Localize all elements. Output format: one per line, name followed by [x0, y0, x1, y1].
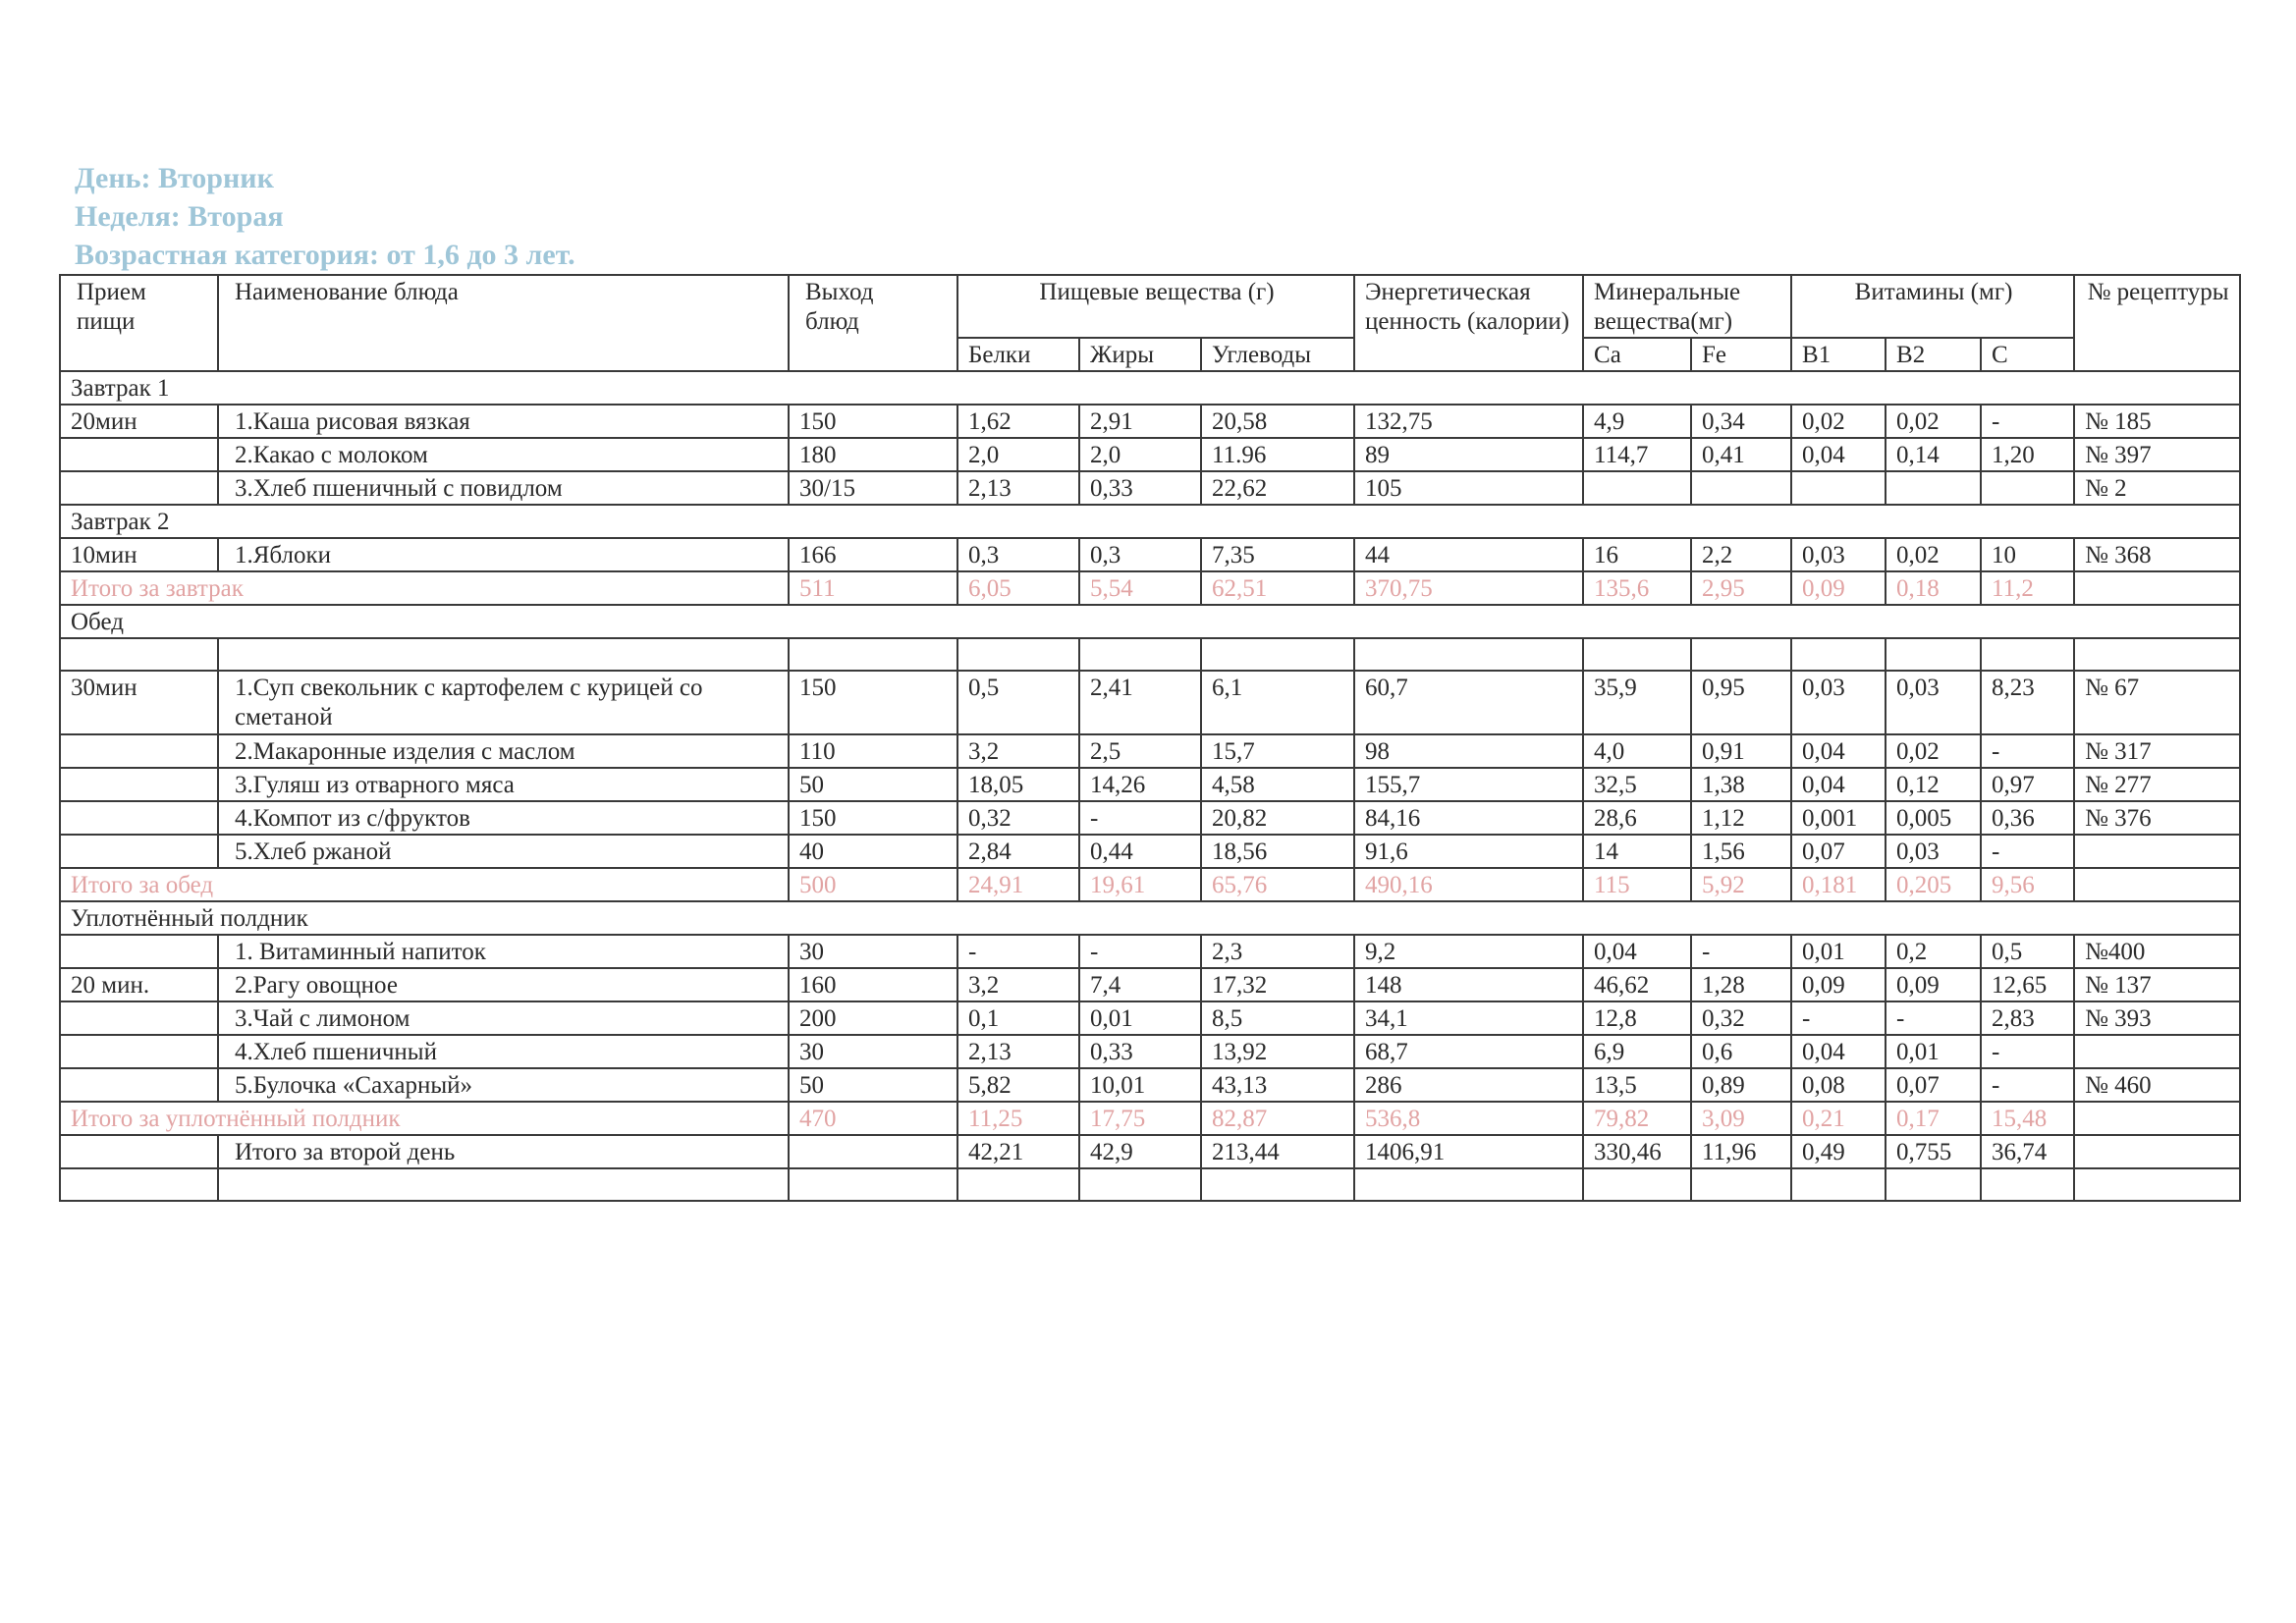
col-fe: Fe: [1691, 338, 1791, 371]
proteins-cell: 0,1: [957, 1001, 1079, 1035]
col-energy: Энергетическая ценность (калории): [1354, 275, 1583, 371]
dish-name: 4.Компот из с/фруктов: [218, 801, 789, 835]
section-row: [60, 505, 2240, 538]
proteins-cell: 0,3: [957, 538, 1079, 571]
yield-cell: 110: [789, 734, 957, 768]
total-row: [60, 571, 2240, 605]
table-header-row: [60, 275, 2240, 338]
recipe-cell: № 67: [2074, 671, 2240, 734]
fats-cell: 5,54: [1079, 571, 1201, 605]
c-cell: -: [1981, 734, 2074, 768]
c-cell: -: [1981, 1068, 2074, 1102]
col-dish: Наименование блюда: [218, 275, 789, 371]
energy-cell: 9,2: [1354, 935, 1583, 968]
table-row: [60, 671, 2240, 734]
recipe-cell: № 368: [2074, 538, 2240, 571]
fats-cell: 2,41: [1079, 671, 1201, 734]
table-row: [60, 1001, 2240, 1035]
carbs-cell: 213,44: [1201, 1135, 1354, 1168]
fats-cell: 0,01: [1079, 1001, 1201, 1035]
yield-cell: 30/15: [789, 471, 957, 505]
recipe-cell: [2074, 835, 2240, 868]
dish-name: 1.Яблоки: [218, 538, 789, 571]
yield-cell: 50: [789, 1068, 957, 1102]
dish-name: 3.Хлеб пшеничный с повидлом: [218, 471, 789, 505]
dish-name: 4.Хлеб пшеничный: [218, 1035, 789, 1068]
ca-cell: 4,9: [1583, 405, 1691, 438]
col-b2: B2: [1886, 338, 1981, 371]
energy-cell: 490,16: [1354, 868, 1583, 901]
yield-cell: 50: [789, 768, 957, 801]
b1-cell: 0,09: [1791, 571, 1886, 605]
c-cell: 0,36: [1981, 801, 2074, 835]
carbs-cell: 22,62: [1201, 471, 1354, 505]
b1-cell: 0,04: [1791, 734, 1886, 768]
yield-cell: 150: [789, 405, 957, 438]
c-cell: 2,83: [1981, 1001, 2074, 1035]
meal-time: [60, 1068, 218, 1102]
energy-cell: 105: [1354, 471, 1583, 505]
col-fats: Жиры: [1079, 338, 1201, 371]
age-category-label: Возрастная категория: от 1,6 до 3 лет.: [75, 239, 575, 271]
fats-cell: 17,75: [1079, 1102, 1201, 1135]
c-cell: 12,65: [1981, 968, 2074, 1001]
c-cell: 15,48: [1981, 1102, 2074, 1135]
b2-cell: 0,14: [1886, 438, 1981, 471]
section-row: [60, 901, 2240, 935]
recipe-cell: № 393: [2074, 1001, 2240, 1035]
energy-cell: 98: [1354, 734, 1583, 768]
total-label: Итого за обед: [60, 868, 789, 901]
proteins-cell: 2,84: [957, 835, 1079, 868]
carbs-cell: 2,3: [1201, 935, 1354, 968]
c-cell: 9,56: [1981, 868, 2074, 901]
recipe-cell: №400: [2074, 935, 2240, 968]
fats-cell: 2,0: [1079, 438, 1201, 471]
b1-cell: 0,181: [1791, 868, 1886, 901]
fe-cell: 0,91: [1691, 734, 1791, 768]
week-label: Неделя: Вторая: [75, 200, 284, 233]
col-vitamins: Витамины (мг): [1791, 275, 2074, 338]
meal-time: [60, 734, 218, 768]
carbs-cell: 65,76: [1201, 868, 1354, 901]
table-row: [60, 935, 2240, 968]
b1-cell: -: [1791, 1001, 1886, 1035]
proteins-cell: 2,13: [957, 1035, 1079, 1068]
b2-cell: 0,01: [1886, 1035, 1981, 1068]
proteins-cell: 11,25: [957, 1102, 1079, 1135]
table-row: [60, 1068, 2240, 1102]
total-label: Итого за уплотнённый полдник: [60, 1102, 789, 1135]
b2-cell: 0,205: [1886, 868, 1981, 901]
fe-cell: 0,34: [1691, 405, 1791, 438]
fats-cell: 0,44: [1079, 835, 1201, 868]
ca-cell: 114,7: [1583, 438, 1691, 471]
dish-name: 3.Чай с лимоном: [218, 1001, 789, 1035]
dish-name: 3.Гуляш из отварного мяса: [218, 768, 789, 801]
carbs-cell: 20,58: [1201, 405, 1354, 438]
yield-cell: 150: [789, 801, 957, 835]
fe-cell: 1,56: [1691, 835, 1791, 868]
total-label: Итого за завтрак: [60, 571, 789, 605]
yield-cell: 166: [789, 538, 957, 571]
c-cell: 10: [1981, 538, 2074, 571]
energy-cell: 370,75: [1354, 571, 1583, 605]
recipe-cell: № 317: [2074, 734, 2240, 768]
energy-cell: 68,7: [1354, 1035, 1583, 1068]
energy-cell: 132,75: [1354, 405, 1583, 438]
fats-cell: -: [1079, 801, 1201, 835]
empty-row: [60, 638, 2240, 671]
carbs-cell: 13,92: [1201, 1035, 1354, 1068]
carbs-cell: 82,87: [1201, 1102, 1354, 1135]
table-row: [60, 768, 2240, 801]
yield-cell: 30: [789, 1035, 957, 1068]
carbs-cell: 8,5: [1201, 1001, 1354, 1035]
c-cell: -: [1981, 1035, 2074, 1068]
energy-cell: 148: [1354, 968, 1583, 1001]
recipe-cell: № 185: [2074, 405, 2240, 438]
section-label: Завтрак 1: [60, 371, 2240, 405]
c-cell: -: [1981, 405, 2074, 438]
fats-cell: 19,61: [1079, 868, 1201, 901]
carbs-cell: 4,58: [1201, 768, 1354, 801]
b2-cell: 0,005: [1886, 801, 1981, 835]
meal-time: 20мин: [60, 405, 218, 438]
total-row: [60, 868, 2240, 901]
yield-cell: [789, 1135, 957, 1168]
ca-cell: 79,82: [1583, 1102, 1691, 1135]
b1-cell: 0,09: [1791, 968, 1886, 1001]
empty-row: [60, 1168, 2240, 1201]
yield-cell: 30: [789, 935, 957, 968]
meal-time: 10мин: [60, 538, 218, 571]
proteins-cell: 0,32: [957, 801, 1079, 835]
dish-name: 2.Макаронные изделия с маслом: [218, 734, 789, 768]
carbs-cell: 20,82: [1201, 801, 1354, 835]
section-row: [60, 605, 2240, 638]
carbs-cell: 43,13: [1201, 1068, 1354, 1102]
ca-cell: 13,5: [1583, 1068, 1691, 1102]
yield-cell: 40: [789, 835, 957, 868]
b1-cell: 0,49: [1791, 1135, 1886, 1168]
dish-name: 2.Рагу овощное: [218, 968, 789, 1001]
fe-cell: 0,6: [1691, 1035, 1791, 1068]
carbs-cell: 11.96: [1201, 438, 1354, 471]
c-cell: 11,2: [1981, 571, 2074, 605]
proteins-cell: 18,05: [957, 768, 1079, 801]
fe-cell: 5,92: [1691, 868, 1791, 901]
total-row: [60, 1102, 2240, 1135]
proteins-cell: 0,5: [957, 671, 1079, 734]
meal-time: [60, 935, 218, 968]
carbs-cell: 15,7: [1201, 734, 1354, 768]
ca-cell: 0,04: [1583, 935, 1691, 968]
c-cell: 0,5: [1981, 935, 2074, 968]
c-cell: 0,97: [1981, 768, 2074, 801]
ca-cell: 115: [1583, 868, 1691, 901]
recipe-cell: № 2: [2074, 471, 2240, 505]
carbs-cell: 18,56: [1201, 835, 1354, 868]
table-row: [60, 734, 2240, 768]
b2-cell: 0,02: [1886, 734, 1981, 768]
meal-time: [60, 801, 218, 835]
menu-table: [59, 274, 2241, 1202]
fe-cell: 1,28: [1691, 968, 1791, 1001]
ca-cell: 28,6: [1583, 801, 1691, 835]
recipe-cell: № 277: [2074, 768, 2240, 801]
b2-cell: 0,2: [1886, 935, 1981, 968]
fe-cell: 0,89: [1691, 1068, 1791, 1102]
document-heading: [75, 159, 575, 274]
yield-cell: 200: [789, 1001, 957, 1035]
fats-cell: 2,91: [1079, 405, 1201, 438]
energy-cell: 60,7: [1354, 671, 1583, 734]
meal-time: [60, 835, 218, 868]
c-cell: 8,23: [1981, 671, 2074, 734]
b1-cell: 0,08: [1791, 1068, 1886, 1102]
fe-cell: 2,2: [1691, 538, 1791, 571]
meal-time: [60, 1035, 218, 1068]
ca-cell: 330,46: [1583, 1135, 1691, 1168]
fe-cell: -: [1691, 935, 1791, 968]
b2-cell: [1886, 471, 1981, 505]
section-label: Обед: [60, 605, 2240, 638]
b2-cell: 0,12: [1886, 768, 1981, 801]
meal-time: 20 мин.: [60, 968, 218, 1001]
col-minerals: Минеральные вещества(мг): [1583, 275, 1791, 338]
recipe-cell: [2074, 1035, 2240, 1068]
proteins-cell: 3,2: [957, 968, 1079, 1001]
table-row: [60, 968, 2240, 1001]
energy-cell: 155,7: [1354, 768, 1583, 801]
b1-cell: 0,03: [1791, 538, 1886, 571]
fats-cell: 0,33: [1079, 1035, 1201, 1068]
recipe-cell: № 137: [2074, 968, 2240, 1001]
proteins-cell: 6,05: [957, 571, 1079, 605]
day-label: День: Вторник: [75, 162, 274, 194]
energy-cell: 536,8: [1354, 1102, 1583, 1135]
energy-cell: 1406,91: [1354, 1135, 1583, 1168]
proteins-cell: -: [957, 935, 1079, 968]
fats-cell: 10,01: [1079, 1068, 1201, 1102]
b2-cell: 0,18: [1886, 571, 1981, 605]
table-row: [60, 438, 2240, 471]
b1-cell: 0,04: [1791, 768, 1886, 801]
dish-name: 5.Булочка «Сахарный»: [218, 1068, 789, 1102]
meal-time: 30мин: [60, 671, 218, 734]
proteins-cell: 3,2: [957, 734, 1079, 768]
section-label: Завтрак 2: [60, 505, 2240, 538]
ca-cell: 16: [1583, 538, 1691, 571]
fe-cell: 2,95: [1691, 571, 1791, 605]
col-yield: Выход блюд: [789, 275, 957, 371]
col-meal: Прием пищи: [60, 275, 218, 371]
c-cell: [1981, 471, 2074, 505]
fe-cell: [1691, 471, 1791, 505]
table-row: [60, 835, 2240, 868]
proteins-cell: 24,91: [957, 868, 1079, 901]
energy-cell: 44: [1354, 538, 1583, 571]
b2-cell: 0,09: [1886, 968, 1981, 1001]
b2-cell: 0,755: [1886, 1135, 1981, 1168]
b1-cell: 0,02: [1791, 405, 1886, 438]
fats-cell: 14,26: [1079, 768, 1201, 801]
b2-cell: 0,02: [1886, 405, 1981, 438]
carbs-cell: 62,51: [1201, 571, 1354, 605]
energy-cell: 286: [1354, 1068, 1583, 1102]
col-c: C: [1981, 338, 2074, 371]
b1-cell: 0,03: [1791, 671, 1886, 734]
b1-cell: 0,01: [1791, 935, 1886, 968]
energy-cell: 34,1: [1354, 1001, 1583, 1035]
b1-cell: [1791, 471, 1886, 505]
recipe-cell: [2074, 868, 2240, 901]
b1-cell: 0,04: [1791, 438, 1886, 471]
fe-cell: 3,09: [1691, 1102, 1791, 1135]
fats-cell: 0,33: [1079, 471, 1201, 505]
ca-cell: 135,6: [1583, 571, 1691, 605]
fats-cell: 0,3: [1079, 538, 1201, 571]
ca-cell: 14: [1583, 835, 1691, 868]
yield-cell: 150: [789, 671, 957, 734]
carbs-cell: 6,1: [1201, 671, 1354, 734]
fe-cell: 0,95: [1691, 671, 1791, 734]
fats-cell: 42,9: [1079, 1135, 1201, 1168]
c-cell: -: [1981, 835, 2074, 868]
recipe-cell: [2074, 1135, 2240, 1168]
table-row: [60, 538, 2240, 571]
section-label: Уплотнённый полдник: [60, 901, 2240, 935]
fats-cell: 2,5: [1079, 734, 1201, 768]
b1-cell: 0,21: [1791, 1102, 1886, 1135]
ca-cell: 6,9: [1583, 1035, 1691, 1068]
proteins-cell: 42,21: [957, 1135, 1079, 1168]
energy-cell: 91,6: [1354, 835, 1583, 868]
b2-cell: 0,07: [1886, 1068, 1981, 1102]
meal-time: [60, 768, 218, 801]
fats-cell: 7,4: [1079, 968, 1201, 1001]
meal-time: [60, 1001, 218, 1035]
recipe-cell: № 397: [2074, 438, 2240, 471]
b2-cell: 0,17: [1886, 1102, 1981, 1135]
ca-cell: 32,5: [1583, 768, 1691, 801]
table-row: [60, 801, 2240, 835]
b1-cell: 0,04: [1791, 1035, 1886, 1068]
fe-cell: 1,38: [1691, 768, 1791, 801]
carbs-cell: 7,35: [1201, 538, 1354, 571]
day-total-row: [60, 1135, 2240, 1168]
carbs-cell: 17,32: [1201, 968, 1354, 1001]
col-carbs: Углеводы: [1201, 338, 1354, 371]
recipe-cell: [2074, 1102, 2240, 1135]
b1-cell: 0,07: [1791, 835, 1886, 868]
energy-cell: 84,16: [1354, 801, 1583, 835]
dish-name: 5.Хлеб ржаной: [218, 835, 789, 868]
recipe-cell: № 376: [2074, 801, 2240, 835]
col-ca: Ca: [1583, 338, 1691, 371]
table-row: [60, 1035, 2240, 1068]
col-proteins: Белки: [957, 338, 1079, 371]
b2-cell: 0,03: [1886, 835, 1981, 868]
ca-cell: [1583, 471, 1691, 505]
dish-name: 2.Какао с молоком: [218, 438, 789, 471]
b1-cell: 0,001: [1791, 801, 1886, 835]
recipe-cell: [2074, 571, 2240, 605]
ca-cell: 46,62: [1583, 968, 1691, 1001]
proteins-cell: 5,82: [957, 1068, 1079, 1102]
fe-cell: 0,32: [1691, 1001, 1791, 1035]
c-cell: 1,20: [1981, 438, 2074, 471]
yield-cell: 500: [789, 868, 957, 901]
col-recipe: № рецептуры: [2074, 275, 2240, 371]
dish-name: 1.Суп свекольник с картофелем с курицей со сметаной: [218, 671, 789, 734]
yield-cell: 511: [789, 571, 957, 605]
yield-cell: 180: [789, 438, 957, 471]
recipe-cell: № 460: [2074, 1068, 2240, 1102]
section-row: [60, 371, 2240, 405]
ca-cell: 35,9: [1583, 671, 1691, 734]
proteins-cell: 2,13: [957, 471, 1079, 505]
proteins-cell: 1,62: [957, 405, 1079, 438]
dish-name: 1.Каша рисовая вязкая: [218, 405, 789, 438]
col-b1: B1: [1791, 338, 1886, 371]
col-nutrients: Пищевые вещества (г): [957, 275, 1354, 338]
dish-name: 1. Витаминный напиток: [218, 935, 789, 968]
meal-time: [60, 438, 218, 471]
table-row: [60, 471, 2240, 505]
table-row: [60, 405, 2240, 438]
fats-cell: -: [1079, 935, 1201, 968]
c-cell: 36,74: [1981, 1135, 2074, 1168]
ca-cell: 12,8: [1583, 1001, 1691, 1035]
total-label: Итого за второй день: [218, 1135, 789, 1168]
fe-cell: 1,12: [1691, 801, 1791, 835]
b2-cell: 0,03: [1886, 671, 1981, 734]
ca-cell: 4,0: [1583, 734, 1691, 768]
meal-time: [60, 471, 218, 505]
energy-cell: 89: [1354, 438, 1583, 471]
b2-cell: 0,02: [1886, 538, 1981, 571]
fe-cell: 0,41: [1691, 438, 1791, 471]
yield-cell: 470: [789, 1102, 957, 1135]
b2-cell: -: [1886, 1001, 1981, 1035]
proteins-cell: 2,0: [957, 438, 1079, 471]
yield-cell: 160: [789, 968, 957, 1001]
fe-cell: 11,96: [1691, 1135, 1791, 1168]
